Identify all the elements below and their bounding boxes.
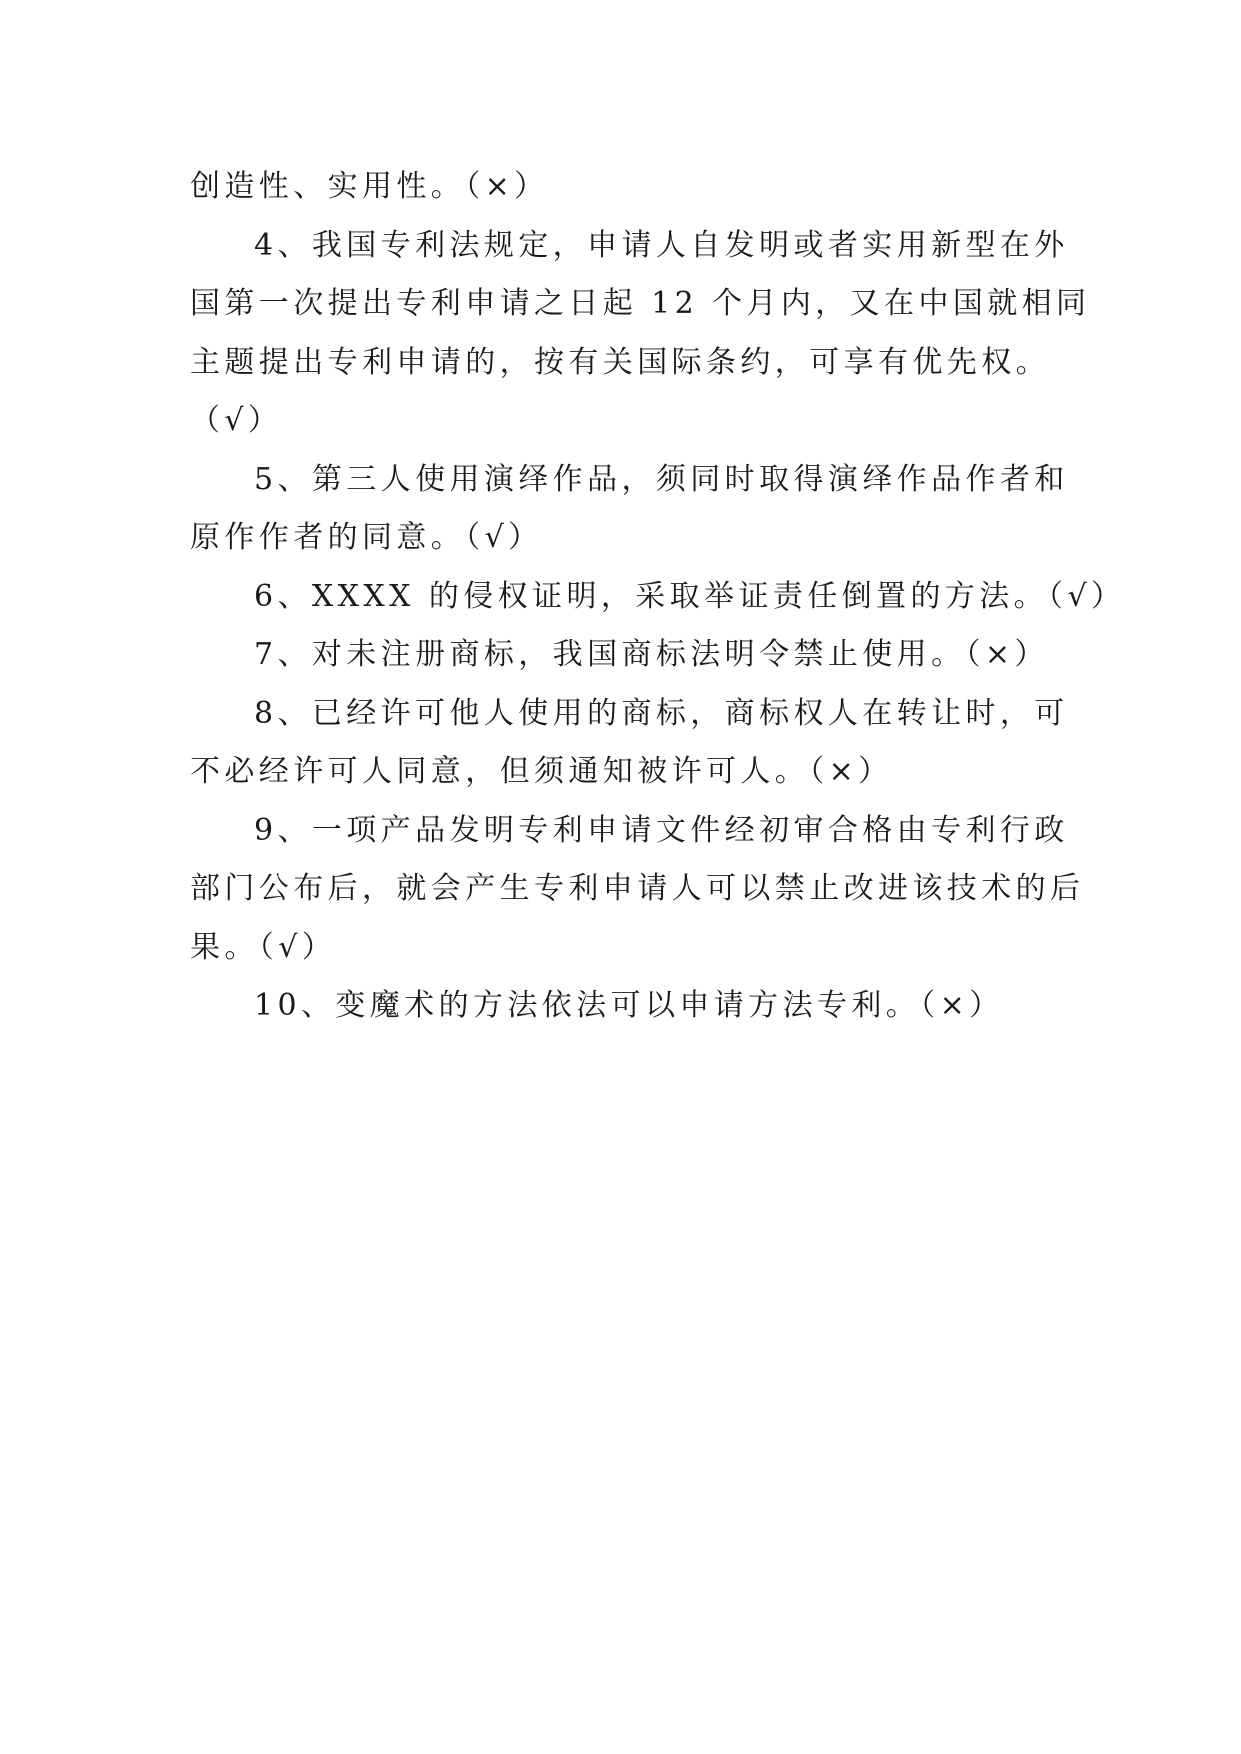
- question-6-line-1: 6、XXXX 的侵权证明，采取举证责任倒置的方法。（√）: [254, 578, 1126, 614]
- question-9-line-2: 部门公布后，就会产生专利申请人可以禁止改进该技术的后: [190, 871, 1085, 906]
- question-5-line-1: 5、第三人使用演绎作品，须同时取得演绎作品作者和: [254, 461, 1069, 497]
- question-5-line-2: 原作作者的同意。（√）: [190, 520, 543, 555]
- question-7-line-1: 7、对未注册商标，我国商标法明令禁止使用。（×）: [254, 637, 1049, 672]
- question-8-line-1: 8、已经许可他人使用的商标，商标权人在转让时，可: [254, 695, 1069, 731]
- text-line: 创造性、实用性。（×）: [190, 169, 549, 204]
- document-body: [190, 158, 1126, 1036]
- question-9-line-3: 果。（√）: [190, 929, 337, 965]
- question-8-line-2: 不必经许可人同意，但须通知被许可人。（×）: [190, 754, 893, 789]
- question-10-line-1: 10、变魔术的方法依法可以申请方法专利。（×）: [254, 988, 1004, 1023]
- question-4-line-2: 国第一次提出专利申请之日起 12 个月内，又在中国就相同: [190, 286, 1091, 321]
- question-4-answer: （√）: [190, 403, 283, 438]
- question-4-line-1: 4、我国专利法规定，申请人自发明或者实用新型在外: [254, 227, 1069, 263]
- question-9-line-1: 9、一项产品发明专利申请文件经初审合格由专利行政: [254, 812, 1069, 848]
- question-4-line-3: 主题提出专利申请的，按有关国际条约，可享有优先权。: [190, 344, 1050, 380]
